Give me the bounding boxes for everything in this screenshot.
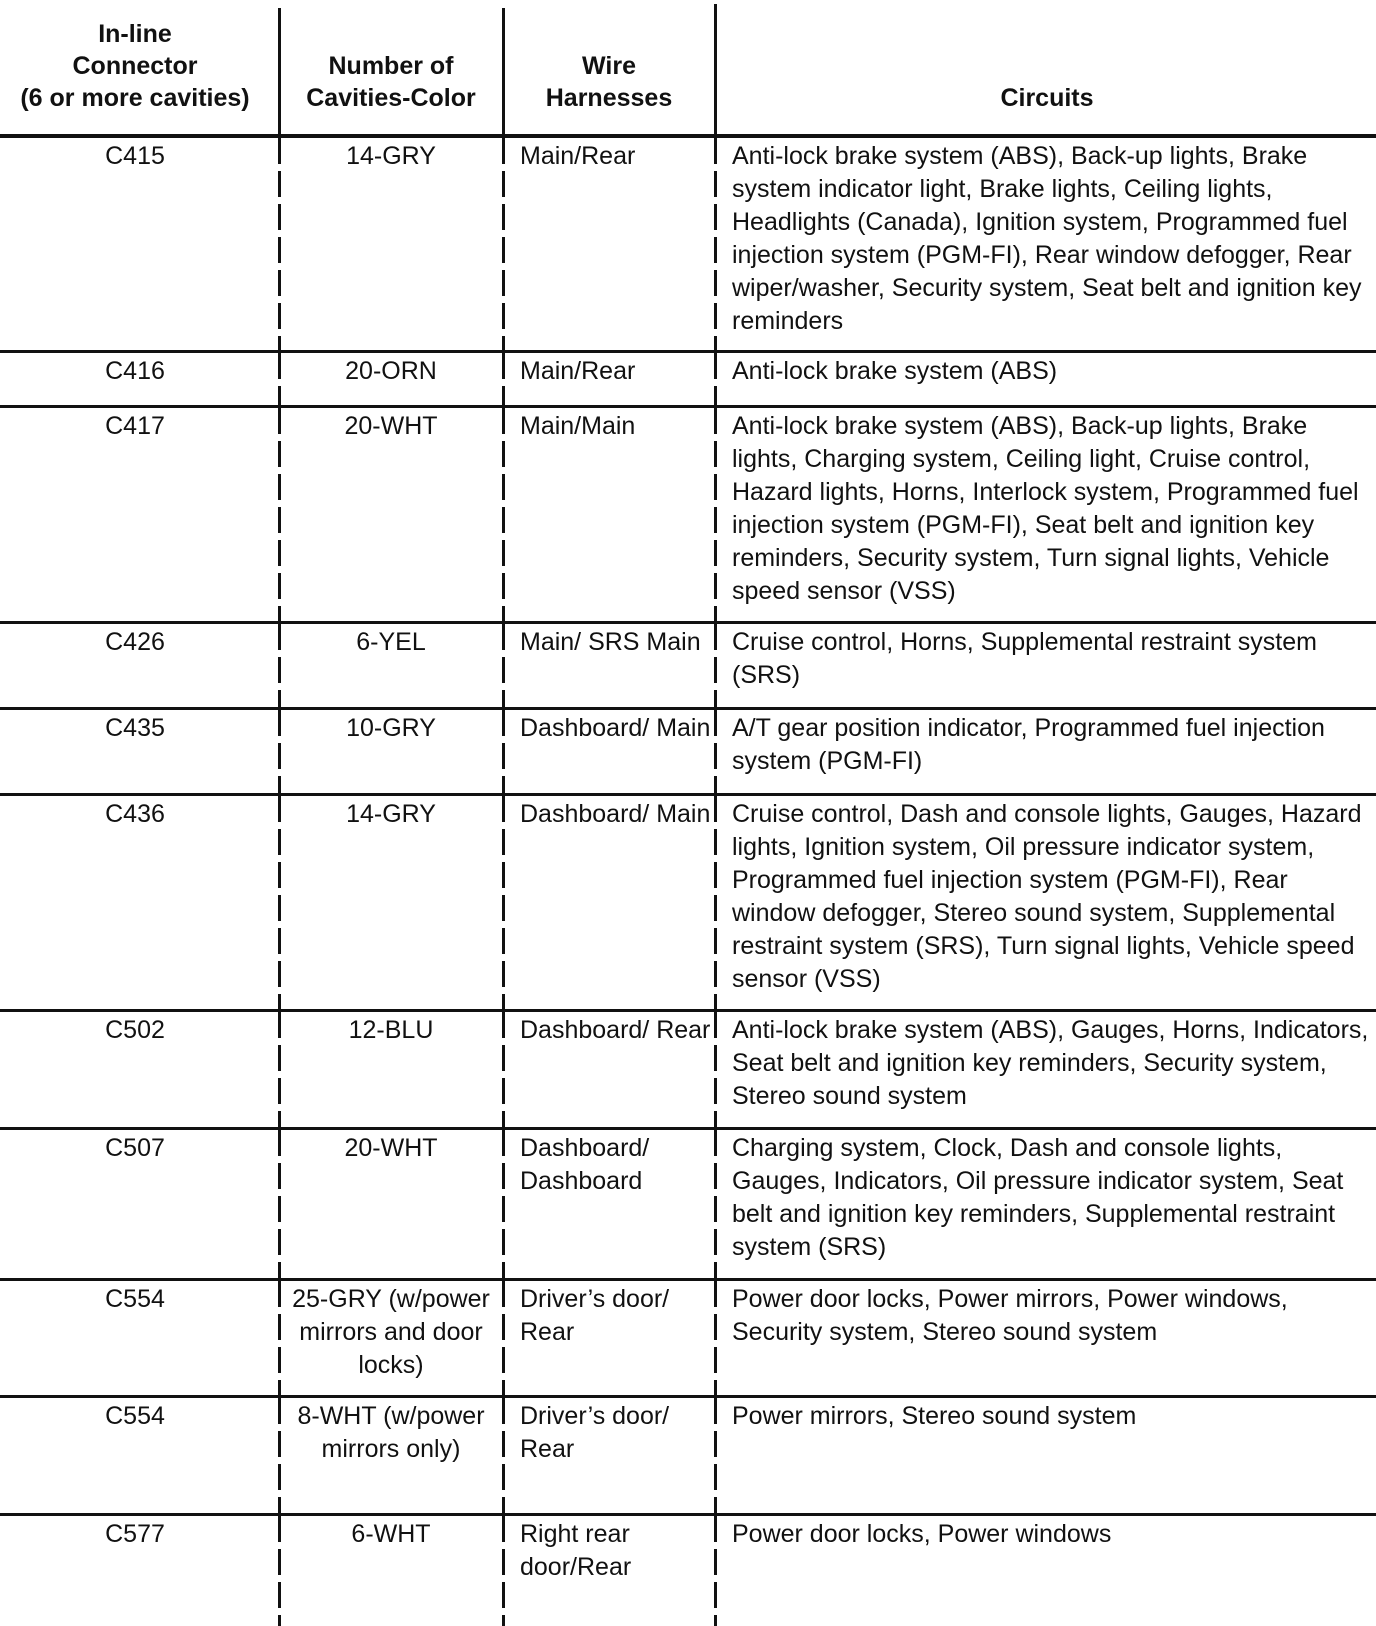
header-connector-line: (6 or more cavities): [20, 84, 250, 112]
dashed-divider: [278, 624, 281, 707]
cavities-cell: 14-GRY: [346, 142, 436, 170]
table-row: [0, 1130, 1376, 1281]
connector-cell: C502: [105, 1016, 165, 1044]
table-row: [0, 1516, 1376, 1626]
harnesses-cell: Main/Rear: [520, 357, 636, 385]
header-connector-line: In-line: [98, 20, 172, 48]
dashed-divider: [278, 408, 281, 621]
header-connector-line: Connector: [72, 52, 198, 80]
harnesses-cell: Right rear door/Rear: [520, 1520, 632, 1581]
connector-cell: C436: [105, 800, 165, 828]
dashed-divider: [714, 1398, 717, 1513]
header-circuits: Circuits: [1000, 84, 1094, 112]
circuits-cell: Anti-lock brake system (ABS), Back-up lights, Brake lights, Charging system, Ceiling light, Cruise control, Hazard lights, Horns, Interlock system, Programmed fuel injection system (PGM-FI), Seat belt and ignition key reminders, Security system, Turn signal lights, Vehicle speed sensor (VSS): [732, 412, 1359, 605]
dashed-divider: [502, 1012, 505, 1127]
column-divider: [502, 8, 505, 134]
dashed-divider: [714, 624, 717, 707]
circuits-cell: Anti-lock brake system (ABS): [732, 357, 1058, 385]
circuits-cell: Cruise control, Dash and console lights, Gauges, Hazard lights, Ignition system, Oil pressure indicator system, Programmed fuel injection system (PGM-FI), Rear window defogger, Stereo sound system, Supplemental restraint system (SRS), Turn signal lights, Vehicle speed sensor (VSS): [732, 800, 1362, 993]
table-row: [0, 408, 1376, 624]
dashed-divider: [502, 138, 505, 350]
connector-cell: C554: [105, 1285, 165, 1313]
table-row: [0, 1398, 1376, 1516]
dashed-divider: [502, 796, 505, 1009]
header-harnesses-line: Wire: [582, 52, 636, 80]
dashed-divider: [278, 1281, 281, 1395]
circuits-cell: Power door locks, Power windows: [732, 1520, 1112, 1548]
circuits-cell: Anti-lock brake system (ABS), Back-up lights, Brake system indicator light, Brake lights, Ceiling lights, Headlights (Canada), Ignition system, Programmed fuel injection system (PGM-FI), Rear window defogger, Rear wiper/washer, Security system, Seat belt and ignition key reminders: [732, 142, 1362, 335]
column-divider: [714, 4, 717, 134]
dashed-divider: [714, 138, 717, 350]
header-harnesses: [506, 50, 712, 114]
dashed-divider: [278, 1012, 281, 1127]
dashed-divider: [502, 353, 505, 405]
dashed-divider: [502, 1281, 505, 1395]
harnesses-cell: Main/Main: [520, 412, 636, 440]
table-row: [0, 353, 1376, 408]
dashed-divider: [502, 1398, 505, 1513]
header-cavities-line: Number of: [328, 52, 454, 80]
dashed-divider: [714, 1516, 717, 1626]
connector-cell: C507: [105, 1134, 165, 1162]
dashed-divider: [714, 353, 717, 405]
dashed-divider: [714, 1281, 717, 1395]
dashed-divider: [278, 796, 281, 1009]
table-row: [0, 796, 1376, 1012]
cavities-cell: 20-WHT: [344, 412, 438, 440]
table-row: [0, 138, 1376, 353]
connector-cell: C415: [105, 142, 165, 170]
dashed-divider: [714, 1012, 717, 1127]
cavities-cell: 6-WHT: [351, 1520, 431, 1548]
cavities-cell: 12-BLU: [348, 1016, 434, 1044]
header-connector: [0, 18, 270, 114]
table-row: [0, 1012, 1376, 1130]
harnesses-cell: Driver’s door/ Rear: [520, 1285, 670, 1346]
harnesses-cell: Main/ SRS Main: [520, 628, 701, 656]
header-cavities-line: Cavities-Color: [306, 84, 476, 112]
circuits-cell: Anti-lock brake system (ABS), Gauges, Horns, Indicators, Seat belt and ignition key reminders, Security system, Stereo sound system: [732, 1016, 1369, 1110]
harnesses-cell: Driver’s door/ Rear: [520, 1402, 670, 1463]
column-divider: [278, 8, 281, 134]
dashed-divider: [502, 624, 505, 707]
cavities-cell: 10-GRY: [346, 714, 436, 742]
harnesses-cell: Main/Rear: [520, 142, 636, 170]
dashed-divider: [714, 408, 717, 621]
circuits-cell: A/T gear position indicator, Programmed fuel injection system (PGM-FI): [732, 714, 1325, 775]
dashed-divider: [502, 408, 505, 621]
harnesses-cell: Dashboard/ Main: [520, 714, 711, 742]
connector-cell: C577: [105, 1520, 165, 1548]
dashed-divider: [714, 1130, 717, 1278]
cavities-cell: 25-GRY (w/power mirrors and door locks): [292, 1285, 490, 1379]
circuits-cell: Cruise control, Horns, Supplemental restraint system (SRS): [732, 628, 1317, 689]
circuits-cell: Power door locks, Power mirrors, Power windows, Security system, Stereo sound system: [732, 1285, 1288, 1346]
dashed-divider: [278, 1130, 281, 1278]
dashed-divider: [278, 1516, 281, 1626]
circuits-cell: Charging system, Clock, Dash and console lights, Gauges, Indicators, Oil pressure indicator system, Seat belt and ignition key reminders, Supplemental restraint system (SRS): [732, 1134, 1344, 1261]
table-row: [0, 624, 1376, 710]
harnesses-cell: Dashboard/ Rear: [520, 1016, 711, 1044]
dashed-divider: [278, 138, 281, 350]
harnesses-cell: Dashboard/ Dashboard: [520, 1134, 650, 1195]
dashed-divider: [278, 353, 281, 405]
cavities-cell: 20-ORN: [345, 357, 437, 385]
connector-cell: C435: [105, 714, 165, 742]
dashed-divider: [714, 710, 717, 793]
table-body: [0, 138, 1376, 1626]
dashed-divider: [502, 1516, 505, 1626]
table-row: [0, 1281, 1376, 1398]
connector-cell: C554: [105, 1402, 165, 1430]
circuits-cell: Power mirrors, Stereo sound system: [732, 1402, 1137, 1430]
dashed-divider: [278, 1398, 281, 1513]
harnesses-cell: Dashboard/ Main: [520, 800, 711, 828]
cavities-cell: 20-WHT: [344, 1134, 438, 1162]
connector-cell: C426: [105, 628, 165, 656]
cavities-cell: 6-YEL: [356, 628, 426, 656]
connector-cell: C417: [105, 412, 165, 440]
header-cavities: [282, 50, 500, 114]
cavities-cell: 14-GRY: [346, 800, 436, 828]
header-harnesses-line: Harnesses: [545, 84, 673, 112]
table-header: [0, 0, 1376, 138]
table-row: [0, 710, 1376, 796]
dashed-divider: [714, 796, 717, 1009]
connector-cell: C416: [105, 357, 165, 385]
dashed-divider: [278, 710, 281, 793]
dashed-divider: [502, 710, 505, 793]
cavities-cell: 8-WHT (w/power mirrors only): [297, 1402, 485, 1463]
dashed-divider: [502, 1130, 505, 1278]
